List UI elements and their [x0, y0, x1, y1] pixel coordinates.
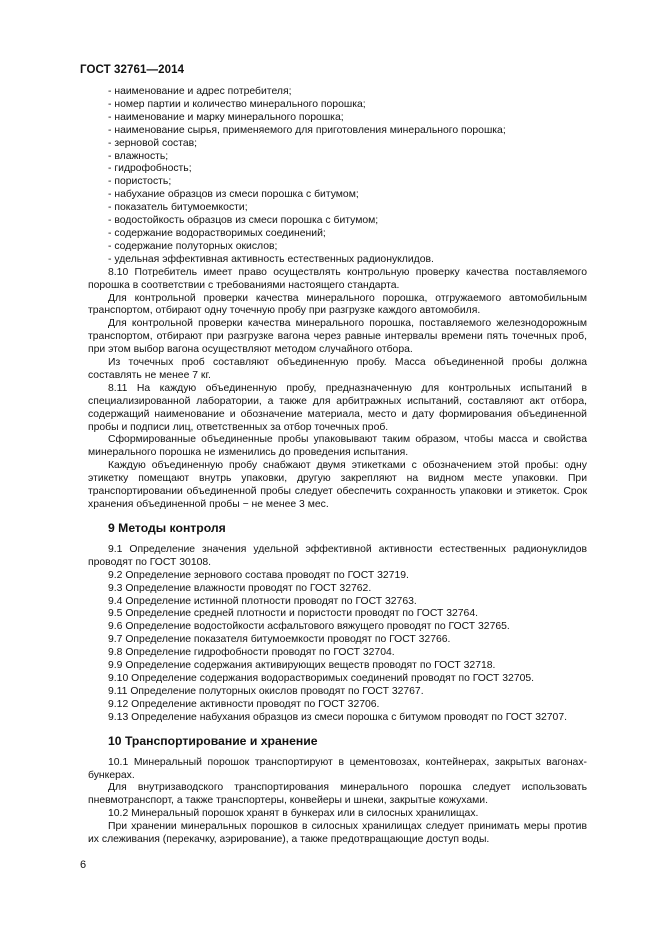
section-8-paragraphs — [88, 267, 587, 512]
list-item: 9.5 Определение средней плотности и пористости проводят по ГОСТ 32764. — [108, 608, 478, 620]
paragraph: Для контрольной проверки качества минерального порошка, отгружаемого автомобильным транспортом, отбирают одну точечную пробу при разгрузке каждого автомобиля. — [88, 292, 587, 317]
list-item: 9.10 Определение содержания водорастворимых соединений проводят по ГОСТ 32705. — [108, 672, 535, 684]
list-item: 9.9 Определение содержания активирующих веществ проводят по ГОСТ 32718. — [108, 660, 496, 672]
list-item: - пористость; — [108, 176, 172, 188]
paragraph-8-11: 8.11 На каждую объединенную пробу, предназначенную для контрольных испытаний в специализированной лаборатории, а также для арбитражных испытаний, составляют акт отбора, содержащий наименование и обозначение материала, место и дату формирования объединенной пробы и подписи лиц, ответственных за отбор точечных проб. — [88, 382, 587, 433]
list-item: 9.12 Определение активности проводят по ГОСТ 32706. — [108, 698, 380, 710]
report-contents-list — [88, 86, 587, 267]
list-item: - набухание образцов из смеси порошка с битумом; — [108, 189, 359, 201]
list-item: 9.11 Определение полуторных окислов проводят по ГОСТ 32767. — [108, 685, 424, 697]
paragraph: Каждую объединенную пробу снабжают двумя этикетками с обозначением этой пробы: одну этикетку помещают внутрь упаковки, другую закрепляют на видном месте упаковки. При транспортировании объединенной пробы следует обеспечить сохранность упаковки и этикеток. Срок хранения объединенной пробы − не менее 3 мес. — [88, 460, 587, 510]
list-item: - содержание полуторных окислов; — [108, 240, 278, 252]
paragraph-10-1: 10.1 Минеральный порошок транспортируют в цементовозах, контейнерах, закрытых вагонах-бункерах. — [88, 756, 587, 781]
page-body — [88, 86, 587, 847]
list-item: 9.8 Определение гидрофобности проводят по ГОСТ 32704. — [108, 647, 395, 659]
list-item: - показатель битумоемкости; — [108, 202, 248, 214]
document-header: ГОСТ 32761—2014 — [80, 64, 185, 76]
list-item: 9.3 Определение влажности проводят по ГОСТ 32762. — [108, 582, 372, 594]
list-item: - зерновой состав; — [108, 137, 198, 149]
list-item: - наименование и марку минерального порошка; — [108, 111, 344, 123]
section-10-heading: 10 Транспортирование и хранение — [108, 733, 318, 748]
paragraph: При хранении минеральных порошков в силосных хранилищах следует принимать меры против их слеживания (перекачку, аэрирование), а также предотвращающие доступ воды. — [88, 821, 587, 846]
paragraph-8-10: 8.10 Потребитель имеет право осуществлять контрольную проверку качества поставляемого порошка в соответствии с требованиями настоящего стандарта. — [88, 266, 587, 291]
list-item: - гидрофобность; — [108, 163, 192, 175]
paragraph: Для контрольной проверки качества минерального порошка, поставляемого железнодорожным транспортом, отбирают при разгрузке вагона через равные интервалы времени пять точечных проб, при этом выбор вагона осуществляют методом случайного отбора. — [88, 318, 587, 356]
list-item: 9.13 Определение набухания образцов из смеси порошка с битумом проводят по ГОСТ 32707. — [108, 711, 568, 723]
paragraph-10-2: 10.2 Минеральный порошок хранят в бункерах или в силосных хранилищах. — [108, 808, 479, 820]
list-item: 9.4 Определение истинной плотности проводят по ГОСТ 32763. — [108, 595, 417, 607]
section-9-body — [88, 544, 587, 725]
list-item: - водостойкость образцов из смеси порошка с битумом; — [108, 215, 379, 227]
list-item: - содержание водорастворимых соединений; — [108, 227, 326, 239]
list-item: - удельная эффективная активность естественных радионуклидов. — [108, 253, 434, 265]
page-number: 6 — [80, 859, 87, 871]
list-item: - наименование сырья, применяемого для приготовления минерального порошка; — [108, 124, 506, 136]
list-item: - номер партии и количество минерального порошка; — [108, 98, 366, 110]
list-item: 9.6 Определение водостойкости асфальтового вяжущего проводят по ГОСТ 32765. — [108, 621, 510, 633]
paragraph: Из точечных проб составляют объединенную пробу. Масса объединенной пробы должна составлять не менее 7 кг. — [88, 357, 587, 381]
section-10-body — [88, 757, 587, 847]
paragraph-9-1: 9.1 Определение значения удельной эффективной активности естественных радионуклидов проводят по ГОСТ 30108. — [88, 543, 587, 568]
list-item: 9.7 Определение показателя битумоемкости проводят по ГОСТ 32766. — [108, 634, 451, 646]
paragraph: Для внутризаводского транспортирования минерального порошка следует использовать пневмотранспорт, а также транспортеры, конвейеры и шнеки, закрытые кожухами. — [88, 782, 587, 807]
list-item: 9.2 Определение зернового состава проводят по ГОСТ 32719. — [108, 569, 409, 581]
section-9-heading: 9 Методы контроля — [108, 520, 226, 535]
list-item: - наименование и адрес потребителя; — [108, 86, 292, 97]
list-item: - влажность; — [108, 150, 169, 162]
paragraph: Сформированные объединенные пробы упаковывают таким образом, чтобы масса и свойства минерального порошка не изменились до проведения испытания. — [88, 434, 587, 459]
